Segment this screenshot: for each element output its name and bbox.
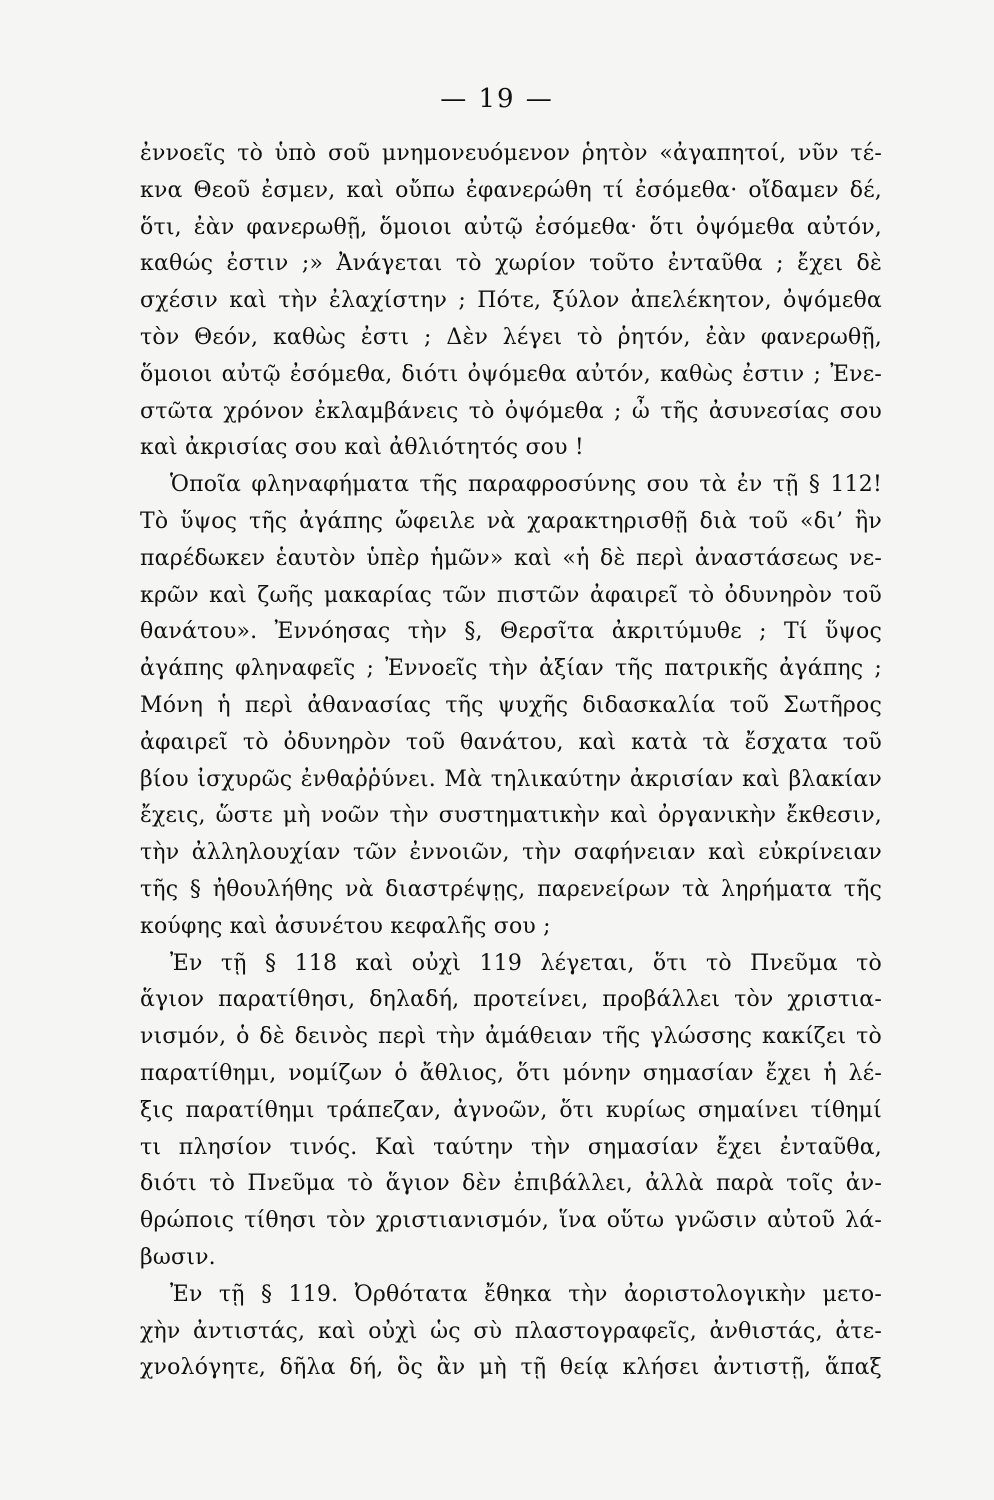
text-line: καθώς ἐστιν ;» Ἀνάγεται τὸ χωρίον τοῦτο ἐνταῦθα ; ἔχει δὲ <box>140 251 882 277</box>
text-line: θρώποις τίθησι τὸν χριστιανισμόν, ἵνα οὕτω γνῶσιν αὐτοῦ λά- <box>140 1208 882 1234</box>
text-line: παρέδωκεν ἑαυτὸν ὑπὲρ ἡμῶν» καὶ «ἡ δὲ περὶ ἀναστάσεως νε- <box>140 545 882 571</box>
text-line: ἐννοεῖς τὸ ὑπὸ σοῦ μνημονευόμενον ῥητὸν «ἀγαπητοί, νῦν τέ- <box>140 141 882 166</box>
text-line: Τὸ ὕψος τῆς ἀγάπης ὤφειλε νὰ χαρακτηρισθῇ διὰ τοῦ «δι’ ἣν <box>140 508 882 534</box>
text-line: κούφης καὶ ἀσυνέτου κεφαλῆς σου ; <box>140 913 551 939</box>
text-line: νισμόν, ὁ δὲ δεινὸς περὶ τὴν ἀμάθειαν τῆς γλώσσης κακίζει τὸ <box>140 1024 882 1050</box>
text-line: τὴν ἀλληλουχίαν τῶν ἐννοιῶν, τὴν σαφήνειαν καὶ εὐκρίνειαν <box>140 840 882 866</box>
text-line: διότι τὸ Πνεῦμα τὸ ἅγιον δὲν ἐπιβάλλει, ἀλλὰ παρὰ τοῖς ἀν- <box>140 1171 882 1197</box>
text-line: κρῶν καὶ ζωῆς μακαρίας τῶν πιστῶν ἀφαιρεῖ τὸ ὀδυνηρὸν τοῦ <box>140 582 882 608</box>
body-text <box>140 136 882 1387</box>
text-line: χὴν ἀντιστάς, καὶ οὐχὶ ὡς σὺ πλαστογραφεῖς, ἀνθιστάς, ἀτε- <box>140 1318 882 1344</box>
text-line: ἔχεις, ὥστε μὴ νοῶν τὴν συστηματικὴν καὶ ὀργανικὴν ἔκθεσιν, <box>140 803 882 829</box>
text-line: Ἐν τῇ § 118 καὶ οὐχὶ 119 λέγεται, ὅτι τὸ Πνεῦμα τὸ <box>170 950 882 976</box>
text-line: ἀφαιρεῖ τὸ ὀδυνηρὸν τοῦ θανάτου, καὶ κατὰ τὰ ἔσχατα τοῦ <box>140 729 882 755</box>
text-line: χνολόγητε, δῆλα δή, ὃς ἂν μὴ τῇ θείᾳ κλήσει ἀντιστῇ, ἅπαξ <box>140 1355 882 1381</box>
page-number: — 19 — <box>440 84 554 114</box>
text-line: κνα Θεοῦ ἐσμεν, καὶ οὔπω ἐφανερώθη τί ἐσόμεθα· οἴδαμεν δέ, <box>140 177 882 203</box>
text-line: στῶτα χρόνον ἐκλαμβάνεις τὸ ὀψόμεθα ; ὦ τῆς ἀσυνεσίας σου <box>140 398 882 424</box>
text-line: ὅμοιοι αὐτῷ ἐσόμεθα, διότι ὀψόμεθα αὐτόν, καθὼς ἐστιν ; Ἐνε- <box>140 361 882 387</box>
text-line: ἅγιον παρατίθησι, δηλαδή, προτείνει, προβάλλει τὸν χριστια- <box>140 987 882 1013</box>
text-line: ἀγάπης φληναφεῖς ; Ἐννοεῖς τὴν ἀξίαν τῆς πατρικῆς ἀγάπης ; <box>140 656 882 682</box>
text-line: ξις παρατίθημι τράπεζαν, ἀγνοῶν, ὅτι κυρίως σημαίνει τίθημί <box>140 1097 882 1123</box>
text-line: παρατίθημι, νομίζων ὁ ἄθλιος, ὅτι μόνην σημασίαν ἔχει ἡ λέ- <box>140 1060 882 1086</box>
text-line: τι πλησίον τινός. Καὶ ταύτην τὴν σημασίαν ἔχει ἐνταῦθα, <box>140 1134 882 1160</box>
text-line: τῆς § ἠθουλήθης νὰ διαστρέψῃς, παρενείρων τὰ ληρήματα τῆς <box>140 876 882 902</box>
text-line: θανάτου». Ἐννόησας τὴν §, Θερσῖτα ἀκριτύμυθε ; Τί ὕψος <box>140 619 882 645</box>
text-line: βωσιν. <box>140 1244 216 1270</box>
text-line: καὶ ἀκρισίας σου καὶ ἀθλιότητός σου ! <box>140 435 584 461</box>
text-line: Ἐν τῇ § 119. Ὀρθότατα ἔθηκα τὴν ἀοριστολογικὴν μετο- <box>170 1281 882 1307</box>
text-line: βίου ἰσχυρῶς ἐνθαῤῥύνει. Μὰ τηλικαύτην ἀκρισίαν καὶ βλακίαν <box>140 766 882 792</box>
text-line: ὅτι, ἐὰν φανερωθῇ, ὅμοιοι αὐτῷ ἐσόμεθα· ὅτι ὀψόμεθα αὐτόν, <box>140 214 882 240</box>
text-line: Μόνη ἡ περὶ ἀθανασίας τῆς ψυχῆς διδασκαλία τοῦ Σωτῆρος <box>140 692 882 718</box>
text-line: τὸν Θεόν, καθὼς ἐστι ; Δὲν λέγει τὸ ῥητόν, ἐὰν φανερωθῇ, <box>140 324 882 350</box>
text-line: Ὁποῖα φληναφήματα τῆς παραφροσύνης σου τὰ ἐν τῇ § 112! <box>170 472 882 498</box>
text-line: σχέσιν καὶ τὴν ἐλαχίστην ; Πότε, ξύλον ἀπελέκητον, ὀψόμεθα <box>140 288 882 314</box>
